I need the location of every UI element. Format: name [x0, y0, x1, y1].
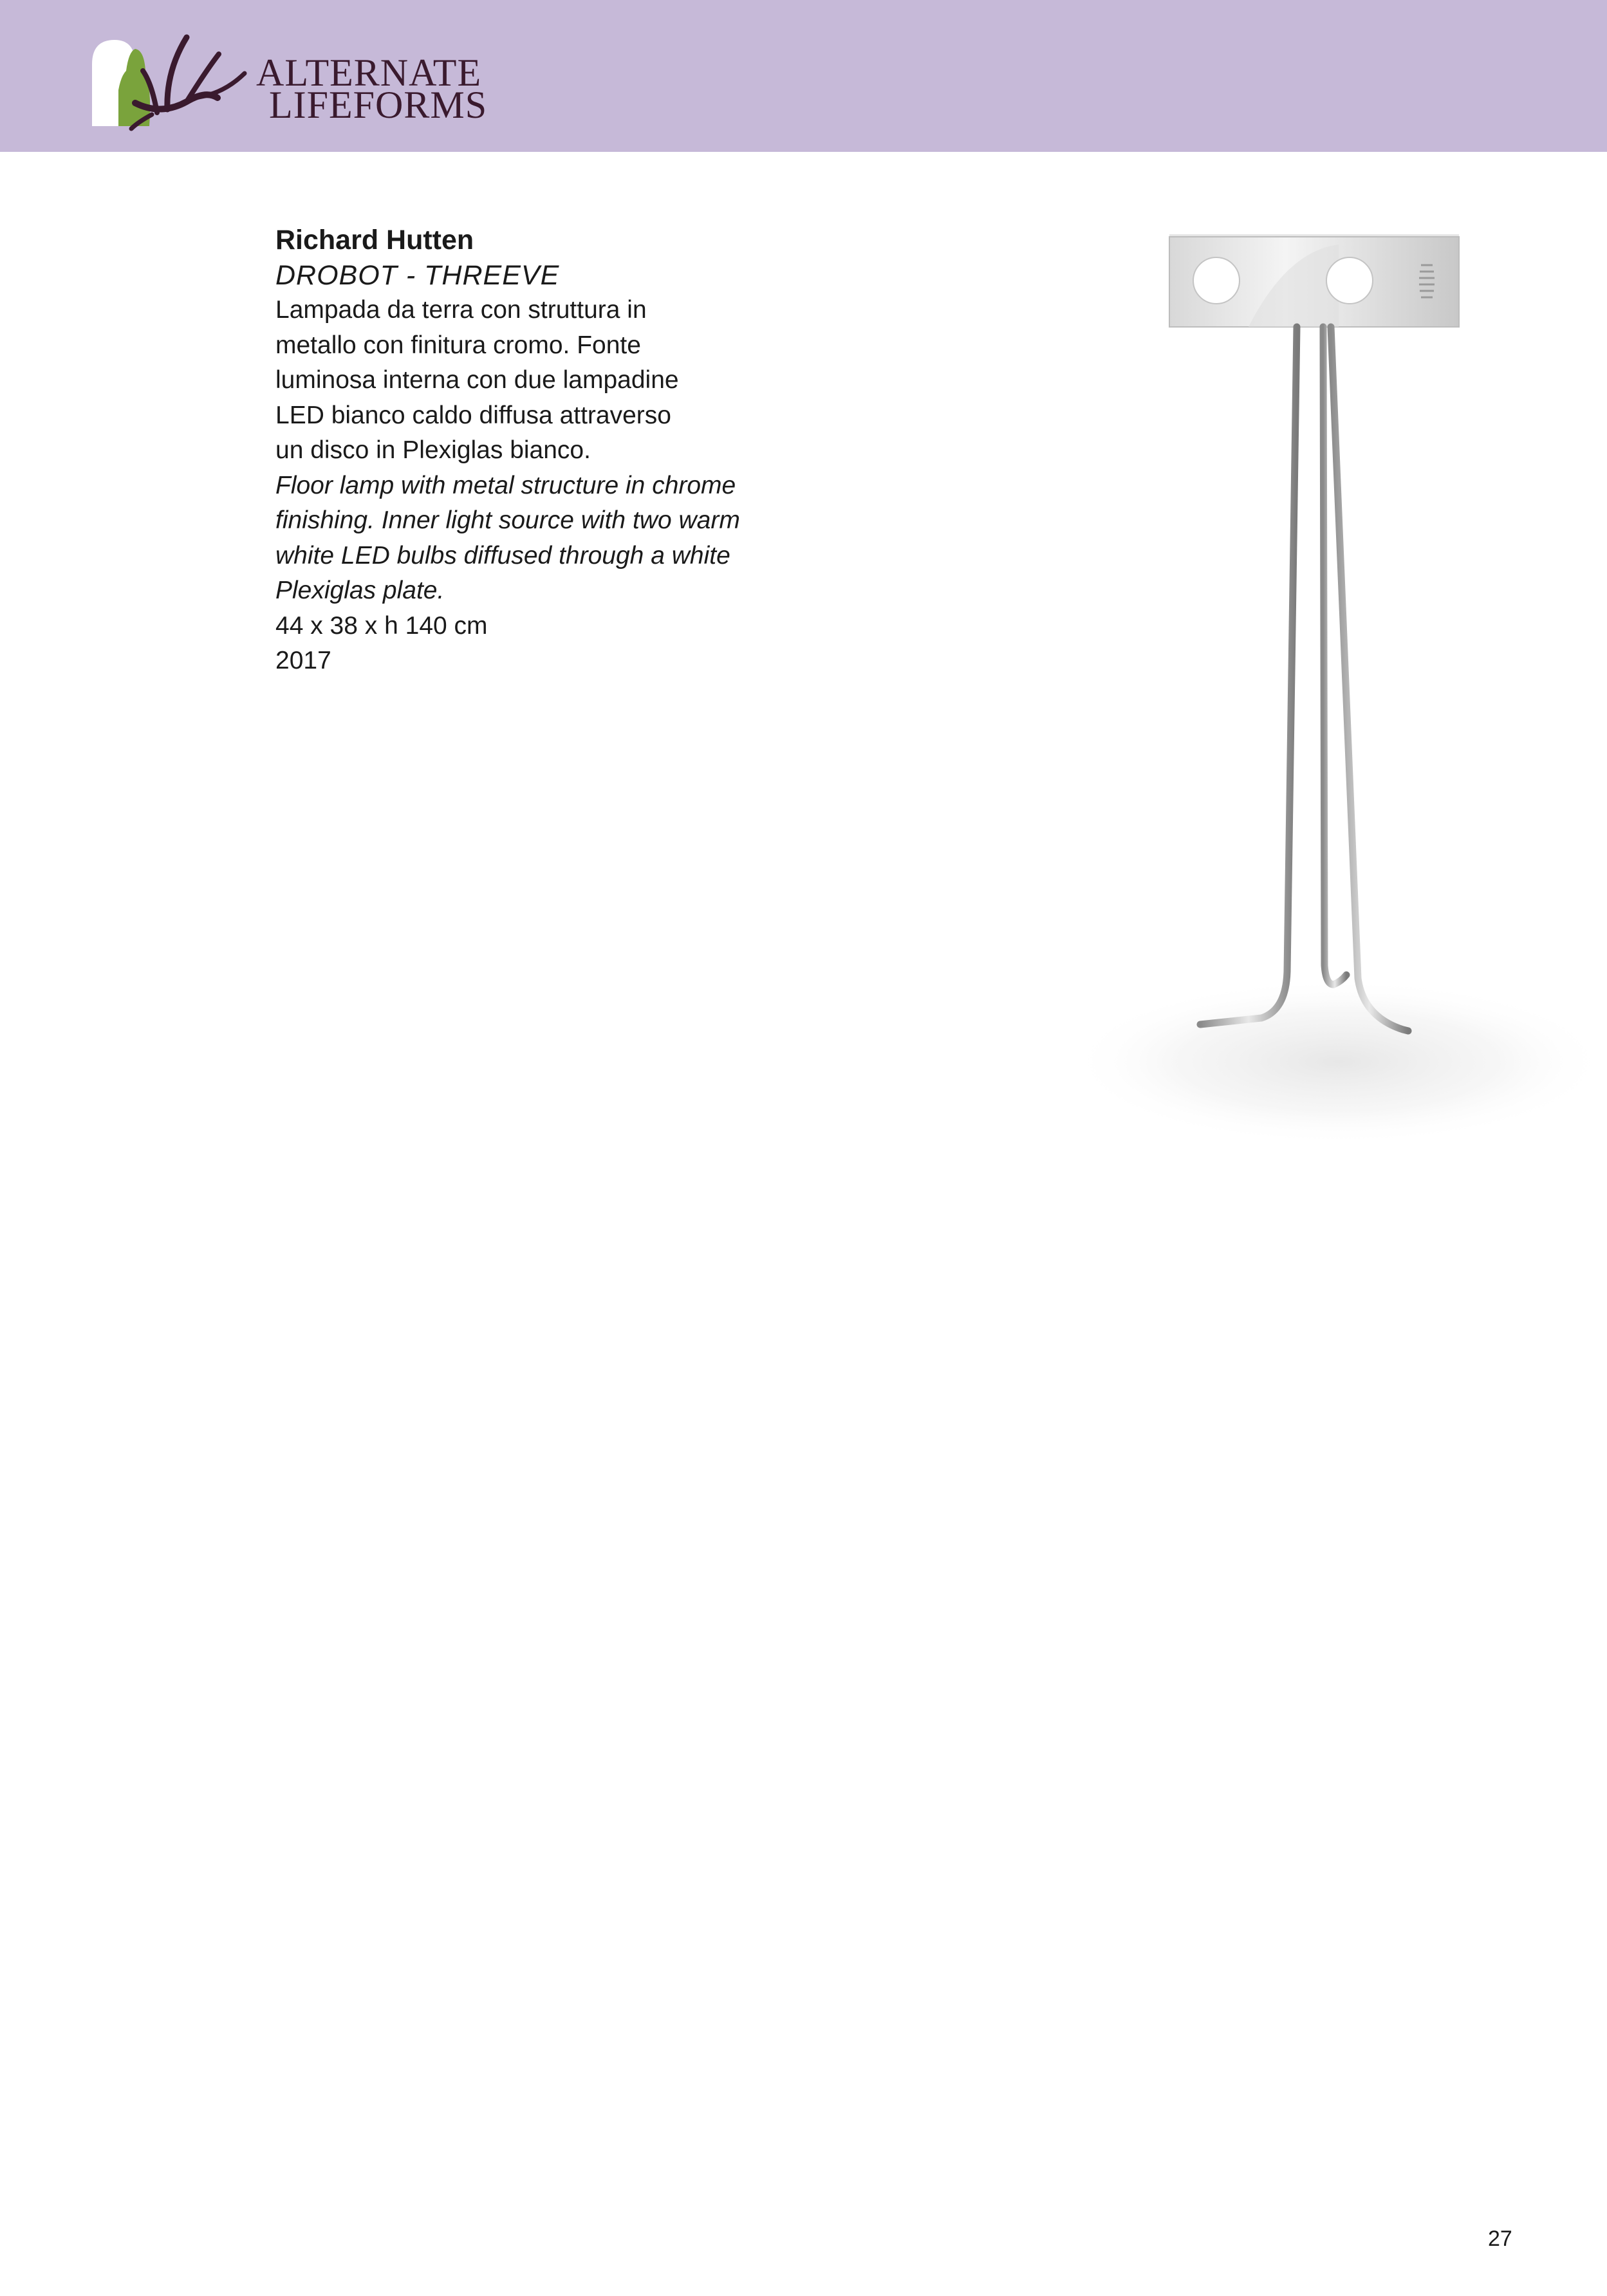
- floor-lamp-icon: [1068, 212, 1596, 1139]
- description-it-line: Lampada da terra con struttura in: [275, 296, 647, 324]
- dimensions: 44 x 38 x h 140 cm: [275, 611, 488, 640]
- product-entry: [275, 223, 855, 679]
- designer-name: Richard Hutten: [275, 225, 474, 255]
- description-en-line: white LED bulbs diffused through a white: [275, 541, 730, 569]
- alternate-lifeforms-logo: [90, 26, 515, 135]
- product-name: DROBOT - THREEVE: [275, 259, 560, 291]
- description-en-line: finishing. Inner light source with two warm: [275, 506, 740, 534]
- description-it-line: un disco in Plexiglas bianco.: [275, 436, 591, 464]
- description-en-line: Floor lamp with metal structure in chrome: [275, 471, 736, 499]
- description-en-line: Plexiglas plate.: [275, 577, 445, 604]
- year: 2017: [275, 647, 331, 674]
- header-band: [0, 0, 1607, 152]
- description-it-line: luminosa interna con due lampadine: [275, 366, 679, 394]
- logo-emblem-icon: [90, 26, 257, 135]
- logo-wordmark: [256, 51, 488, 126]
- description-it-line: LED bianco caldo diffusa attraverso: [275, 401, 671, 429]
- floor-lamp-photo: [1068, 212, 1596, 1139]
- logo-line-1: ALTERNATE: [256, 51, 482, 94]
- description-it-line: metallo con finitura cromo. Fonte: [275, 331, 641, 359]
- page-number: 27: [1488, 2227, 1512, 2251]
- logo-line-2: LIFEFORMS: [269, 84, 488, 126]
